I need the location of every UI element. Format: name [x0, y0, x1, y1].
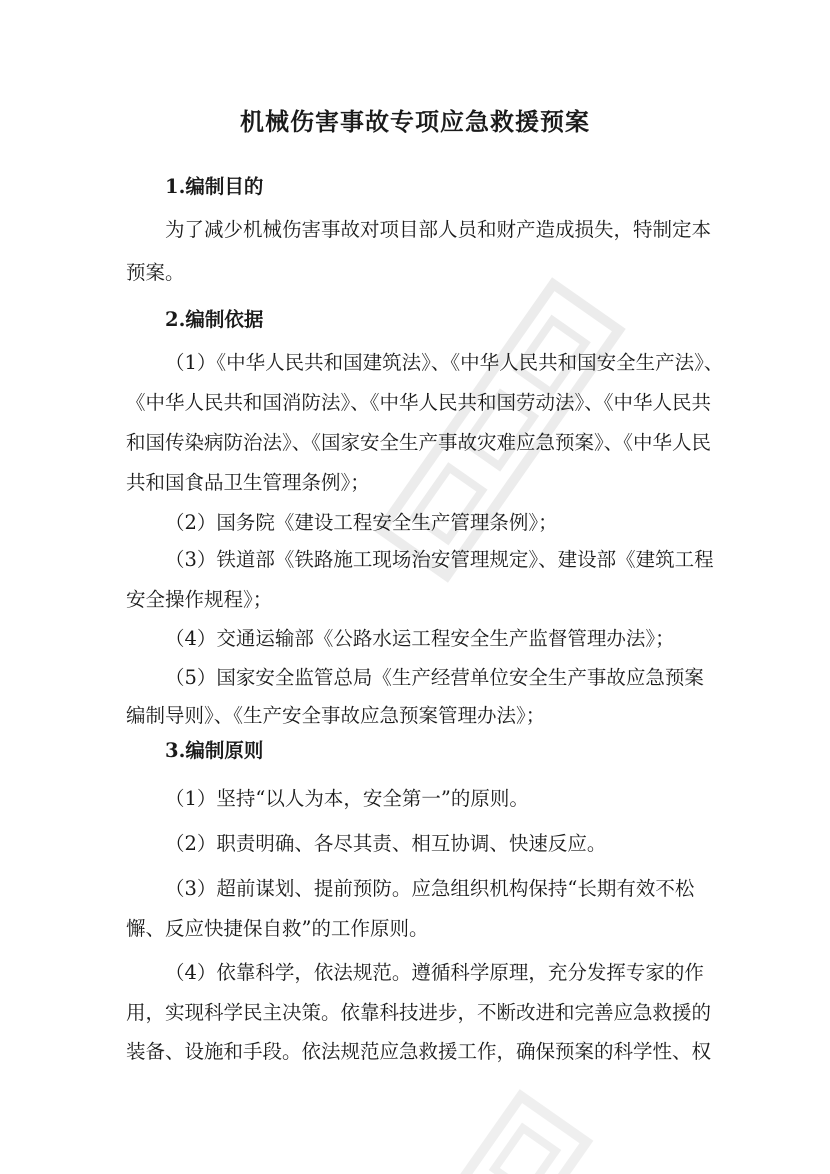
paragraph-line: （5）国家安全监管总局《生产经营单位安全生产事故应急预案 [165, 666, 704, 689]
paragraph-line: （3）超前谋划、提前预防。应急组织机构保持“长期有效不松 [165, 877, 695, 900]
document-title: 机械伤害事故专项应急救援预案 [240, 107, 590, 136]
section-heading-basis: 2.编制依据 [165, 308, 264, 331]
paragraph-line: （3）铁道部《铁路施工现场治安管理规定》、建设部《建筑工程 [165, 548, 714, 571]
paragraph-line: （1）《中华人民共和国建筑法》、《中华人民共和国安全生产法》、 [165, 351, 724, 374]
paragraph-line: 为了减少机械伤害事故对项目部人员和财产造成损失，特制定本 [165, 218, 712, 241]
paragraph-line: 用，实现科学民主决策。依靠科技进步，不断改进和完善应急救援的 [126, 1001, 712, 1024]
paragraph-line: 《中华人民共和国消防法》、《中华人民共和国劳动法》、《中华人民共 [126, 391, 712, 414]
paragraph-line: 安全操作规程》； [126, 588, 273, 611]
paragraph-line: （2）国务院《建设工程安全生产管理条例》； [165, 511, 558, 534]
watermark-graphic-bottom [446, 1079, 605, 1174]
section-heading-purpose: 1.编制目的 [165, 175, 264, 198]
paragraph-line: 共和国食品卫生管理条例》； [126, 471, 370, 494]
paragraph-line: 装备、设施和手段。依法规范应急救援工作，确保预案的科学性、权 [126, 1040, 712, 1063]
section-heading-principles: 3.编制原则 [165, 739, 264, 762]
paragraph-line: 预案。 [126, 261, 185, 284]
paragraph-line: （4）依靠科学，依法规范。遵循科学原理，充分发挥专家的作 [165, 961, 704, 984]
paragraph-line: 和国传染病防治法》、《国家安全生产事故灾难应急预案》、《中华人民 [126, 431, 712, 454]
paragraph-line: 懈、反应快捷保自救”的工作原则。 [126, 917, 429, 940]
paragraph-line: （1）坚持“以人为本，安全第一”的原则。 [165, 787, 529, 810]
paragraph-line: 编制导则》、《生产安全事故应急预案管理办法》； [126, 704, 546, 727]
paragraph-line: （4）交通运输部《公路水运工程安全生产监督管理办法》； [165, 627, 675, 650]
paragraph-line: （2）职责明确、各尽其责、相互协调、快速反应。 [165, 832, 607, 855]
